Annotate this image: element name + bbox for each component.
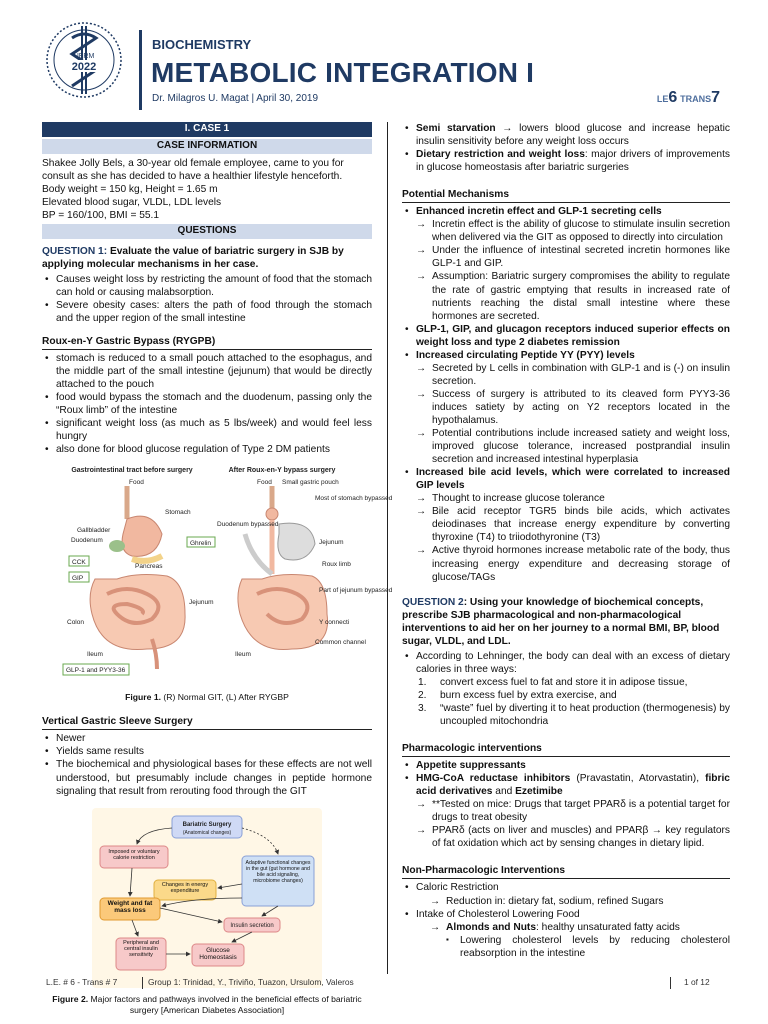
caption-text: (R) Normal GIT, (L) After RYGBP <box>161 692 289 703</box>
arrow-list <box>416 492 730 583</box>
le-label: LE <box>656 94 669 104</box>
le-trans-badge <box>657 88 720 108</box>
figure-2-caption <box>42 994 372 1016</box>
list-item: • food would bypass the stomach and the duodenum, passing only the “Roux limb” of the intestine <box>42 391 372 417</box>
fig2-energy: Changes in energy expenditure <box>161 881 209 894</box>
caption-text: Major factors and pathways involved in the beneficial effects of bariatric surgery [American Diabetes Association] <box>88 993 362 1015</box>
left-column <box>42 122 393 1016</box>
item-text: According to Lehninger, the body can deal with an excess of dietary calories in three ways: <box>416 650 730 675</box>
list-item: • Causes weight loss by restricting the amount of food that the stomach can hold or causing malabsorption. <box>42 273 372 299</box>
pharmacologic-heading: Pharmacologic interventions <box>402 742 730 757</box>
page-title: METABOLIC INTEGRATION I <box>151 57 535 88</box>
arrow-item: → Bile acid receptor TGR5 binds bile acids, which activates deiodinases that increase energy expenditure by converting thyroxine (T4) to triiodothyronine (T3) <box>416 505 730 544</box>
list-item: • Yields same results <box>42 745 372 758</box>
list-item <box>402 349 730 466</box>
footer-separator <box>670 977 671 989</box>
list-item <box>402 466 730 583</box>
fig1-label: Food <box>257 479 272 487</box>
fig1-label: Y connecti <box>319 619 350 627</box>
footer-group: Group 1: Trinidad, Y., Triviño, Tuazon, Ursulom, Valeros <box>148 977 354 987</box>
list-item: • significant weight loss (as much as 5 lbs/week) and would feel less hungry <box>42 417 372 443</box>
logo-year: 2022 <box>71 61 97 73</box>
header-divider <box>139 30 142 110</box>
arrow-item: → Incretin effect is the ability of glucose to stimulate insulin secretion when delivered via the GIT as opposed to directly into circulation <box>416 218 730 244</box>
square-item: ▪ Lowering cholesterol levels by reducing cholesterol reabsorption in the intestine <box>446 934 730 960</box>
numbered-item <box>416 689 730 702</box>
square-list <box>446 934 730 960</box>
bold-term: HMG-CoA reductase inhibitors <box>416 773 571 785</box>
pharm-list <box>402 759 730 850</box>
arrow-item: → Thought to increase glucose tolerance <box>416 492 730 505</box>
list-item <box>402 650 730 728</box>
case-line: Shakee Jolly Bels, a 30-year old female employee, came to you for consult as she has decided to have a healthier lifestyle henceforth. <box>42 157 344 182</box>
fig1-label: Jejunum <box>189 599 214 607</box>
bold-term: Ezetimibe <box>515 786 563 798</box>
fig1-label: Food <box>129 479 144 487</box>
bold-term: Increased circulating Peptide YY (PYY) levels <box>416 349 635 361</box>
fig1-label: Roux limb <box>322 561 351 569</box>
arrow-item: → Reduction in: dietary fat, sodium, refined Sugars <box>430 895 730 908</box>
page-header <box>0 0 768 118</box>
footer-le-trans: L.E. # 6 - Trans # 7 <box>46 977 118 987</box>
arrow-item: → **Tested on mice: Drugs that target PPARδ is a potential target for drugs to treat obesity <box>416 798 730 824</box>
item-number: 3. <box>418 702 427 714</box>
fig1-label: Stomach <box>165 509 191 517</box>
arrow-item: → Assumption: Bariatric surgery compromises the ability to regulate the rate of gastric emptying that results in increased rate of nutrients reaching the distal small intestine where these hormones are secreted. <box>416 270 730 322</box>
case-line: Elevated blood sugar, VLDL, LDL levels <box>42 196 222 208</box>
item-text: and <box>492 786 516 798</box>
arrow-item: → PPARδ (acts on liver and muscles) and PPARβ → key regulators of fat oxidation which act by sensing changes in dietary lipid. <box>416 824 730 850</box>
fig2-bariatric-sub: (Anatomical changes) <box>182 829 232 836</box>
list-item <box>402 122 730 148</box>
uerm-logo <box>44 20 124 100</box>
question-2-label: QUESTION 2 <box>402 596 464 608</box>
author-date: Dr. Milagros U. Magat | April 30, 2019 <box>152 93 319 104</box>
arrow-list <box>430 895 730 908</box>
item-text: (Pravastatin, Atorvastatin), <box>570 773 700 785</box>
non-pharmacologic-heading: Non-Pharmacologic Interventions <box>402 864 730 879</box>
list-item <box>402 881 730 907</box>
bold-term: GLP-1, GIP, and glucagon receptors induced superior effects on weight loss and type 2 diabetes remission <box>416 323 730 348</box>
fig2-weight: Weight and fat mass loss <box>107 899 153 914</box>
arrow-item: → Active thyroid hormones increase metabolic rate of the body, thus increasing energy expenditure and decreasing storage of glucose/TAGs <box>416 544 730 583</box>
potential-mechanisms-heading: Potential Mechanisms <box>402 188 730 203</box>
question-1-text: Evaluate the value of bariatric surgery in SJB by applying molecular mechanisms in her case. <box>42 245 344 270</box>
fig1-title-left: Gastrointestinal tract before surgery <box>71 467 193 475</box>
logo-text: UERM <box>73 53 95 60</box>
le-number: 6 <box>668 89 678 106</box>
fig1-label: Colon <box>67 619 84 627</box>
top-bullets <box>402 122 730 174</box>
numbered-item <box>416 702 730 728</box>
fig1-label: CCK <box>72 559 86 567</box>
question-1-label: QUESTION 1: <box>42 245 108 257</box>
fig1-label: Duodenum <box>71 537 103 545</box>
q1-bullets <box>42 273 372 325</box>
fig1-label: Ghrelin <box>190 540 211 548</box>
item-text: Intake of Cholesterol Lowering Food <box>416 908 580 920</box>
fig1-label: Ileum <box>235 651 251 659</box>
page-footer <box>42 977 732 991</box>
nonpharm-list <box>402 881 730 959</box>
bold-term: Semi starvation <box>416 123 496 134</box>
arrow-item: → Potential contributions include increased satiety and weight loss, improved glucose tolerance, increased postprandial insulin secretion and increased intestinal hyperplasia <box>416 427 730 466</box>
arrow-list <box>416 218 730 322</box>
fig1-label: GLP-1 and PYY3-36 <box>66 667 126 675</box>
bold-term: Almonds and Nuts <box>446 921 536 933</box>
item-text: “waste” fuel by diverting it to heat production (thermogenesis) by uncoupled mitochondria <box>440 702 730 728</box>
list-item: • Newer <box>42 732 372 745</box>
list-item <box>402 759 730 772</box>
arrow-item: → Success of surgery is attributed to its cleaved form PYY3-36 induces satiety by acting on Y2 receptors located in the hypothalamus. <box>416 388 730 427</box>
list-item: • Severe obesity cases: alters the path of food through the stomach and the upper region of the small intestine <box>42 299 372 325</box>
item-text: → lowers blood glucose and increase hepatic insulin sensitivity before any weight loss occurs <box>416 123 730 148</box>
caption-label: Figure 2. <box>52 993 89 1004</box>
fig2-imposed: Imposed or voluntary calorie restriction <box>108 848 160 861</box>
bold-term: fibric acid derivatives <box>416 773 730 798</box>
bold-term: Appetite suppressants <box>416 760 526 772</box>
arrow-list <box>416 362 730 466</box>
fig1-label: Gallbladder <box>77 527 111 535</box>
question-1 <box>42 245 372 271</box>
fig1-label: Part of jejunum bypassed <box>319 587 393 595</box>
bold-term: Enhanced incretin effect and GLP-1 secreting cells <box>416 206 662 218</box>
list-item: • also done for blood glucose regulation of Type 2 DM patients <box>42 443 372 456</box>
section-bar-case-info: CASE INFORMATION <box>42 139 372 154</box>
case-line: BP = 160/100, BMI = 55.1 <box>42 209 160 221</box>
trans-label: TRANS <box>680 94 712 104</box>
item-number: 1. <box>418 676 427 688</box>
fig1-label: Ileum <box>87 651 103 659</box>
section-bar-questions: QUESTIONS <box>42 224 372 239</box>
arrow-list <box>416 798 730 850</box>
bold-term: Dietary restriction and weight loss <box>416 149 585 161</box>
list-item <box>402 148 730 174</box>
list-item <box>402 205 730 322</box>
fig1-label: Duodenum bypassed <box>217 521 279 529</box>
fig2-glucose: Glucose Homeostasis <box>199 946 237 961</box>
caption-label: Figure 1. <box>125 692 161 703</box>
list-item <box>402 772 730 850</box>
fig2-peripheral: Peripheral and central insulin sensitivity <box>123 939 159 958</box>
item-text: Caloric Restriction <box>416 882 499 894</box>
item-text: burn excess fuel by extra exercise, and <box>440 689 617 701</box>
fig1-label: Jejunum <box>319 539 344 547</box>
q2-bullets <box>402 650 730 728</box>
figure-2-pathway-diagram <box>92 808 322 988</box>
right-column <box>402 122 730 960</box>
rygb-illustration <box>238 486 328 650</box>
figure-1-gi-diagram <box>57 464 393 689</box>
item-text: : healthy unsaturated fatty acids <box>536 921 680 933</box>
footer-page: 1 of 12 <box>684 977 710 987</box>
fig1-label: Most of stomach bypassed <box>315 495 393 503</box>
numbered-list <box>416 676 730 728</box>
footer-separator <box>142 977 143 989</box>
fig1-label: Small gastric pouch <box>282 479 339 487</box>
list-item: • The biochemical and physiological bases for these effects are not well understood, but presumably include changes in peptide hormone signaling that result from rerouting food through the GIT <box>42 758 372 797</box>
arrow-item: → Secreted by L cells in combination with GLP-1 and is (-) on insulin secretion. <box>416 362 730 388</box>
section-bar-case: I. CASE 1 <box>42 122 372 137</box>
item-number: 2. <box>418 689 427 701</box>
item-text: convert excess fuel to fat and store it in adipose tissue, <box>440 676 688 688</box>
list-item <box>402 323 730 349</box>
case-line: Body weight = 150 kg, Height = 1.65 m <box>42 183 218 195</box>
fig1-label: Common channel <box>315 639 366 647</box>
item-text: : major drivers of improvements in glucose homeostasis after bariatric surgeries <box>416 149 731 174</box>
mechanism-list <box>402 205 730 583</box>
vgs-bullets <box>42 732 372 797</box>
subject-label: BIOCHEMISTRY <box>152 37 252 52</box>
list-item: • stomach is reduced to a small pouch attached to the esophagus, and the middle part of the small intestine (jejunum) that would be directly attached to the pouch <box>42 352 372 391</box>
arrow-item <box>430 921 730 934</box>
fig1-label: GIP <box>72 575 84 583</box>
question-2-text: : Using your knowledge of biochemical concepts, prescribe SJB pharmacological and non-pharmacological interventions to aid her on her journey to a normal BMI, BP, blood sugar, VLDL, and LDL. <box>402 596 720 647</box>
numbered-item <box>416 676 730 689</box>
fig2-bariatric: Bariatric Surgery <box>182 821 232 828</box>
arrow-item: → Under the influence of intestinal secreted incretin hormones like GLP-1 and GIP. <box>416 244 730 270</box>
rygb-bullets <box>42 352 372 456</box>
figure-1-caption <box>42 692 372 703</box>
fig2-insulin-sec: Insulin secretion <box>230 922 274 929</box>
column-divider <box>387 122 388 974</box>
question-2 <box>402 596 730 648</box>
list-item <box>402 908 730 960</box>
fig2-adaptive: Adaptive functional changes in the gut (gut hormone and bile acid signaling, microbiome changes) <box>245 859 311 884</box>
fig1-title-right: After Roux-en-Y bypass surgery <box>228 467 336 475</box>
rygb-heading: Roux-en-Y Gastric Bypass (RYGPB) <box>42 335 372 350</box>
arrow-list <box>430 921 730 934</box>
bold-term: Increased bile acid levels, which were correlated to increased GIP levels <box>416 467 730 492</box>
fig1-label: Pancreas <box>135 563 163 571</box>
vgs-heading: Vertical Gastric Sleeve Surgery <box>42 715 372 730</box>
trans-number: 7 <box>711 89 720 106</box>
